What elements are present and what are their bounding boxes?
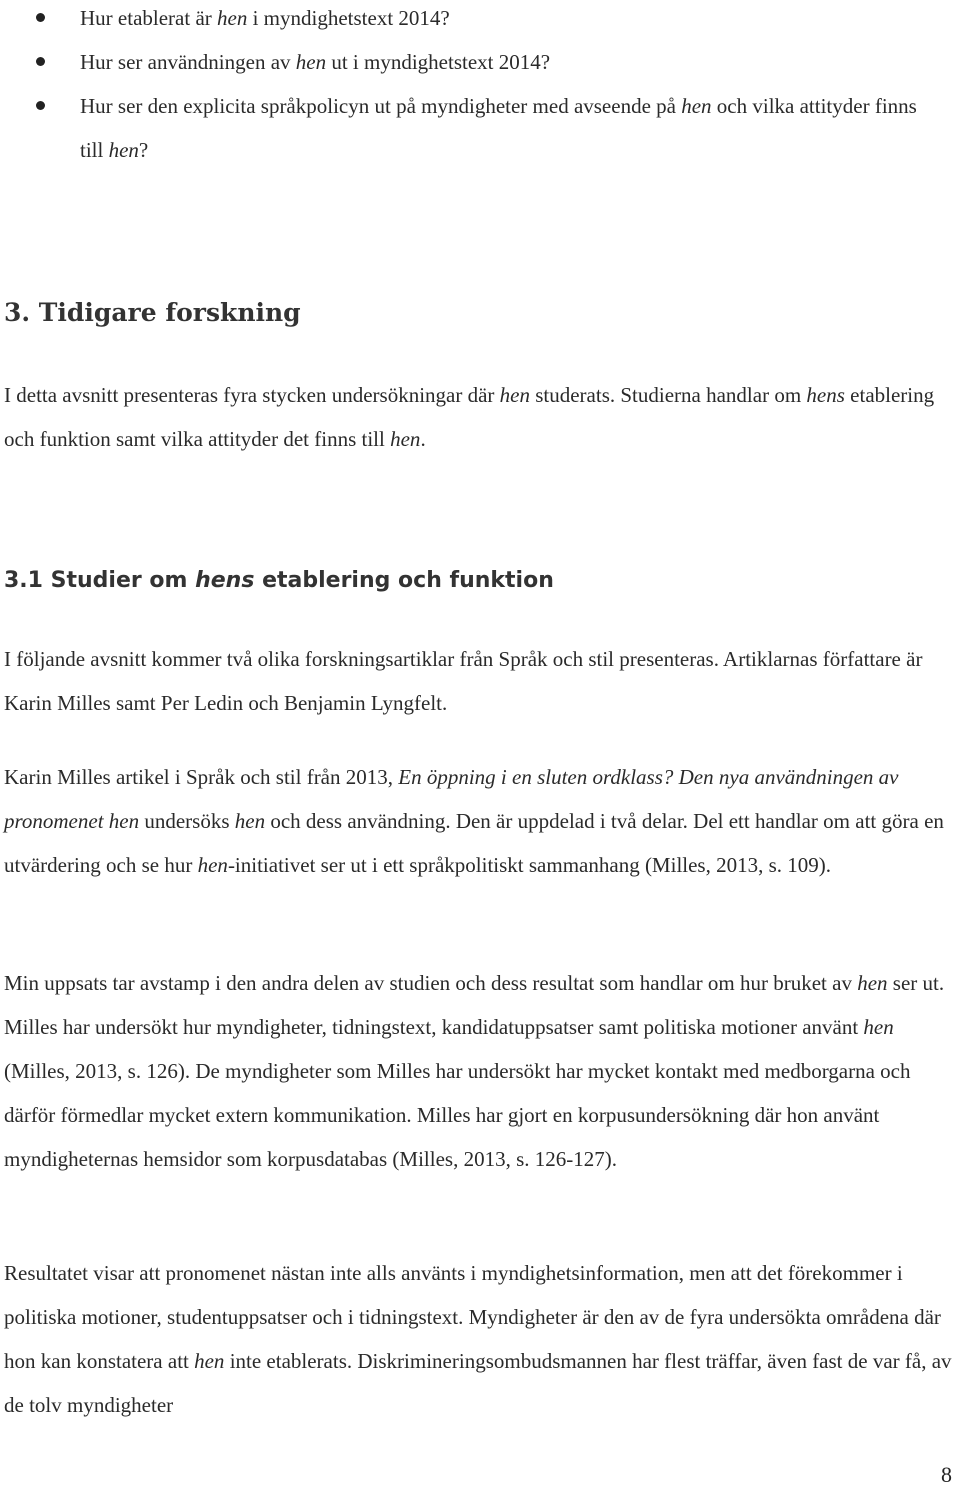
paragraph: Min uppsats tar avstamp i den andra delen av studien och dess resultat som handlar om hur bruket av hen ser ut. Milles har undersökt hur myndigheter, tidningstext, kandidatuppsatser samt politiska motioner använt hen (Milles, 2013, s. 126). De myndigheter som Milles har undersökt har mycket kontakt med medborgarna och därför förmedlar mycket extern kommunikation. Milles har gjort en korpusundersökning där hon använt myndigheternas hemsidor som korpusdatabas (Milles, 2013, s. 126-127). (4, 971, 945, 1171)
bullet-icon (36, 13, 45, 22)
research-questions-list (0, 0, 960, 172)
list-item: Hur ser den explicita språkpolicyn ut på myndigheter med avseende på hen och vilka attityder finns till hen? (0, 84, 960, 172)
paragraph: Karin Milles artikel i Språk och stil från 2013, En öppning i en sluten ordklass? Den nya användningen av pronomenet hen undersöks hen och dess användning. Den är uppdelad i två delar. Del ett handlar om att göra en utvärdering och se hur hen-initiativet ser ut i ett språkpolitiskt sammanhang (Milles, 2013, s. 109). (4, 765, 944, 877)
list-item: Hur etablerat är hen i myndighetstext 2014? (0, 0, 960, 40)
paragraph: Resultatet visar att pronomenet nästan inte alls använts i myndighetsinformation, men att det förekommer i politiska motioner, studentuppsatser och i tidningstext. Myndigheter är den av de fyra undersökta områdena där hon kan konstatera att hen inte etablerats. Diskrimineringsombudsmannen har flest träffar, även fast de var få, av de tolv myndigheter (4, 1261, 952, 1417)
paragraph: I följande avsnitt kommer två olika forskningsartiklar från Språk och stil presenteras. Artiklarnas författare är Karin Milles samt Per Ledin och Benjamin Lyngfelt. (4, 647, 923, 715)
section-intro-paragraph: I detta avsnitt presenteras fyra stycken undersökningar där hen studerats. Studierna handlar om hens etablering och funktion samt vilka attityder det finns till hen. (4, 383, 935, 451)
list-item: Hur ser användningen av hen ut i myndighetstext 2014? (0, 40, 960, 84)
bullet-icon (36, 57, 45, 66)
subsection-heading: 3.1 Studier om hens etablering och funktion (4, 568, 554, 593)
page-number: 8 (941, 1462, 952, 1487)
section-heading: 3. Tidigare forskning (4, 298, 301, 327)
bullet-icon (36, 101, 45, 110)
